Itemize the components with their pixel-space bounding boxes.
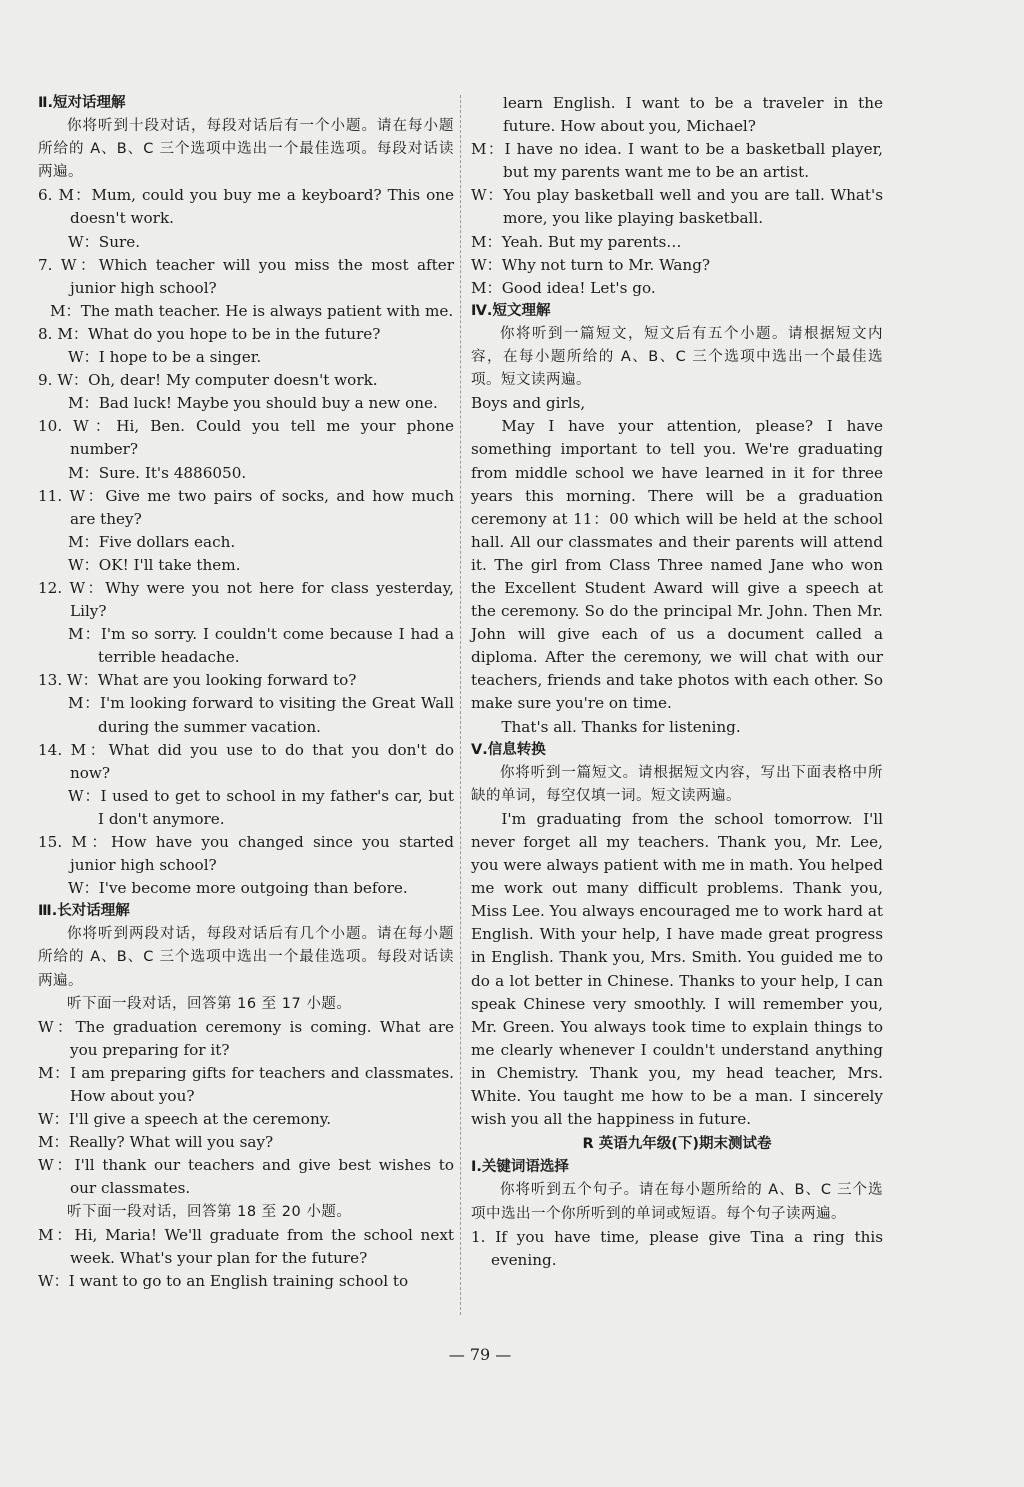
conversation-1-line-1: W：The graduation ceremony is coming. What are you preparing for it? — [38, 1017, 454, 1059]
conversation-1-line-3: W：I'll give a speech at the ceremony. — [38, 1110, 332, 1129]
section-4-title: Ⅳ.短文理解 — [471, 302, 551, 319]
conversation-2-line-2: W：I want to go to an English training school to — [38, 1271, 409, 1290]
section-5-instructions: 你将听到一篇短文。请根据短文内容，写出下面表格中所缺的单词，每空仅填一词。短文读两遍。 — [471, 764, 883, 804]
dialogue-7-line-1: 7. W：Which teacher will you miss the most after junior high school? — [38, 255, 454, 297]
passage-1-greeting: Boys and girls, — [471, 394, 586, 413]
section-1-title: Ⅰ.关键词语选择 — [471, 1159, 569, 1176]
dialogue-10-line-1: 10. W：Hi, Ben. Could you tell me your phone number? — [38, 417, 454, 459]
conversation-2-intro: 听下面一段对话，回答第 18 至 20 小题。 — [67, 1203, 352, 1220]
left-column — [38, 92, 454, 1293]
dialogue-10-line-2: M：Sure. It's 4886050. — [68, 463, 247, 482]
conversation-2-line-4: W：You play basketball well and you are tall. What's more, you like playing basketball. — [471, 186, 883, 228]
section-2-instructions: 你将听到十段对话，每段对话后有一个小题。请在每小题所给的 A、B、C 三个选项中选出一个最佳选项。每段对话读两遍。 — [38, 118, 454, 181]
conversation-1-line-4: M：Really? What will you say? — [38, 1133, 274, 1152]
dialogue-12-line-2: M：I'm so sorry. I couldn't come because I had a terrible headache. — [68, 625, 454, 667]
conversation-2-line-1: M：Hi, Maria! We'll graduate from the school next week. What's your plan for the future? — [38, 1225, 454, 1267]
dialogue-13-line-1: 13. W：What are you looking forward to? — [38, 671, 357, 690]
conversation-2-line-6: W：Why not turn to Mr. Wang? — [471, 255, 711, 274]
dialogue-6-line-1: 6. M：Mum, could you buy me a keyboard? This one doesn't work. — [38, 186, 454, 228]
question-1: 1. If you have time, please give Tina a ring this evening. — [471, 1227, 883, 1269]
dialogue-13-line-2: M：I'm looking forward to visiting the Great Wall during the summer vacation. — [68, 694, 454, 736]
page-number: — 79 — — [448, 1345, 512, 1364]
section-3-title: Ⅲ.长对话理解 — [38, 903, 130, 920]
conversation-1-line-2: M：I am preparing gifts for teachers and classmates. How about you? — [38, 1063, 454, 1106]
section-1-instructions: 你将听到五个句子。请在每小题所给的 A、B、C 三个选项中选出一个你所听到的单词或短语。每个句子读两遍。 — [471, 1182, 883, 1222]
dialogue-9-line-1: 9. W：Oh, dear! My computer doesn't work. — [38, 371, 378, 390]
conversation-1-line-5: W：I'll thank our teachers and give best wishes to our classmates. — [38, 1156, 454, 1198]
conversation-2-line-7: M：Good idea! Let's go. — [471, 278, 656, 297]
dialogue-14-line-1: 14. M：What did you use to do that you don't do now? — [38, 740, 454, 782]
section-4-instructions: 你将听到一篇短文，短文后有五个小题。请根据短文内容，在每小题所给的 A、B、C 三个选项中选出一个最佳选项。短文读两遍。 — [471, 325, 883, 389]
passage-1-ending: That's all. Thanks for listening. — [501, 717, 741, 736]
column-divider — [460, 95, 461, 1315]
passage-2-body: I'm graduating from the school tomorrow. I'll never forget all my teachers. Thank you, Mr. Lee, you were always patient with me in math. You helped me work out many difficult problems. Thank you, Miss Lee. You always encouraged me to work hard at English. With your help, I have made great progress in English. Thank you, Mrs. Smith. You guided me to do a lot better in Chinese. Thanks to your help, I can speak Chinese very smoothly. I will remember you, Mr. Green. You always took time to explain things to me clearly whenever I couldn't understand anything in Chemistry. Thank you, my head teacher, Mrs. White. You taught me how to be a man. I sincerely wish you all the happiness in future. — [471, 809, 883, 1129]
conversation-2-line-5: M：Yeah. But my parents… — [471, 232, 682, 251]
dialogue-9-line-2: M：Bad luck! Maybe you should buy a new one. — [68, 394, 438, 413]
section-2-title: Ⅱ.短对话理解 — [38, 95, 126, 111]
section-5-title: Ⅴ.信息转换 — [471, 741, 546, 758]
dialogue-11-line-1: 11. W：Give me two pairs of socks, and how much are they? — [38, 486, 454, 528]
right-column — [471, 92, 883, 1272]
dialogue-14-line-2: W：I used to get to school in my father's car, but I don't anymore. — [68, 786, 454, 828]
dialogue-11-line-2: M：Five dollars each. — [68, 532, 236, 551]
passage-1-body: May I have your attention, please? I have something important to tell you. We're graduating from middle school we have learned in it for three years this morning. There will be a graduation ceremony at 11：00 which will be held at the school hall. All our classmates and their parents will attend it. The girl from Class Three named Jane who won the Excellent Student Award will give a speech at the ceremony. So do the principal Mr. John. Then Mr. John will give each of us a document called a diploma. After the ceremony, we will chat with our teachers, friends and take photos with each other. So make sure you're on time. — [471, 417, 883, 713]
dialogue-6-line-2: W：Sure. — [68, 232, 141, 251]
conversation-2-line-3: M：I have no idea. I want to be a basketball player, but my parents want me to be an artist. — [471, 140, 883, 182]
dialogue-15-line-1: 15. M：How have you changed since you started junior high school? — [38, 833, 454, 875]
exam-title: R 英语九年级(下)期末测试卷 — [582, 1136, 772, 1153]
dialogue-8-line-2: W：I hope to be a singer. — [68, 348, 262, 367]
conversation-1-intro: 听下面一段对话，回答第 16 至 17 小题。 — [67, 995, 352, 1012]
dialogue-12-line-1: 12. W：Why were you not here for class yesterday, Lily? — [38, 578, 454, 621]
section-3-instructions: 你将听到两段对话，每段对话后有几个小题。请在每小题所给的 A、B、C 三个选项中选出一个最佳选项。每段对话读两遍。 — [38, 926, 454, 989]
dialogue-15-line-2: W：I've become more outgoing than before. — [68, 879, 408, 898]
dialogue-7-line-2: M：The math teacher. He is always patient with me. — [50, 301, 454, 320]
dialogue-11-line-3: W：OK! I'll take them. — [68, 555, 241, 574]
dialogue-8-line-1: 8. M：What do you hope to be in the future? — [38, 324, 381, 343]
conversation-2-line-2-continued: learn English. I want to be a traveler in the future. How about you, Michael? — [503, 94, 883, 136]
